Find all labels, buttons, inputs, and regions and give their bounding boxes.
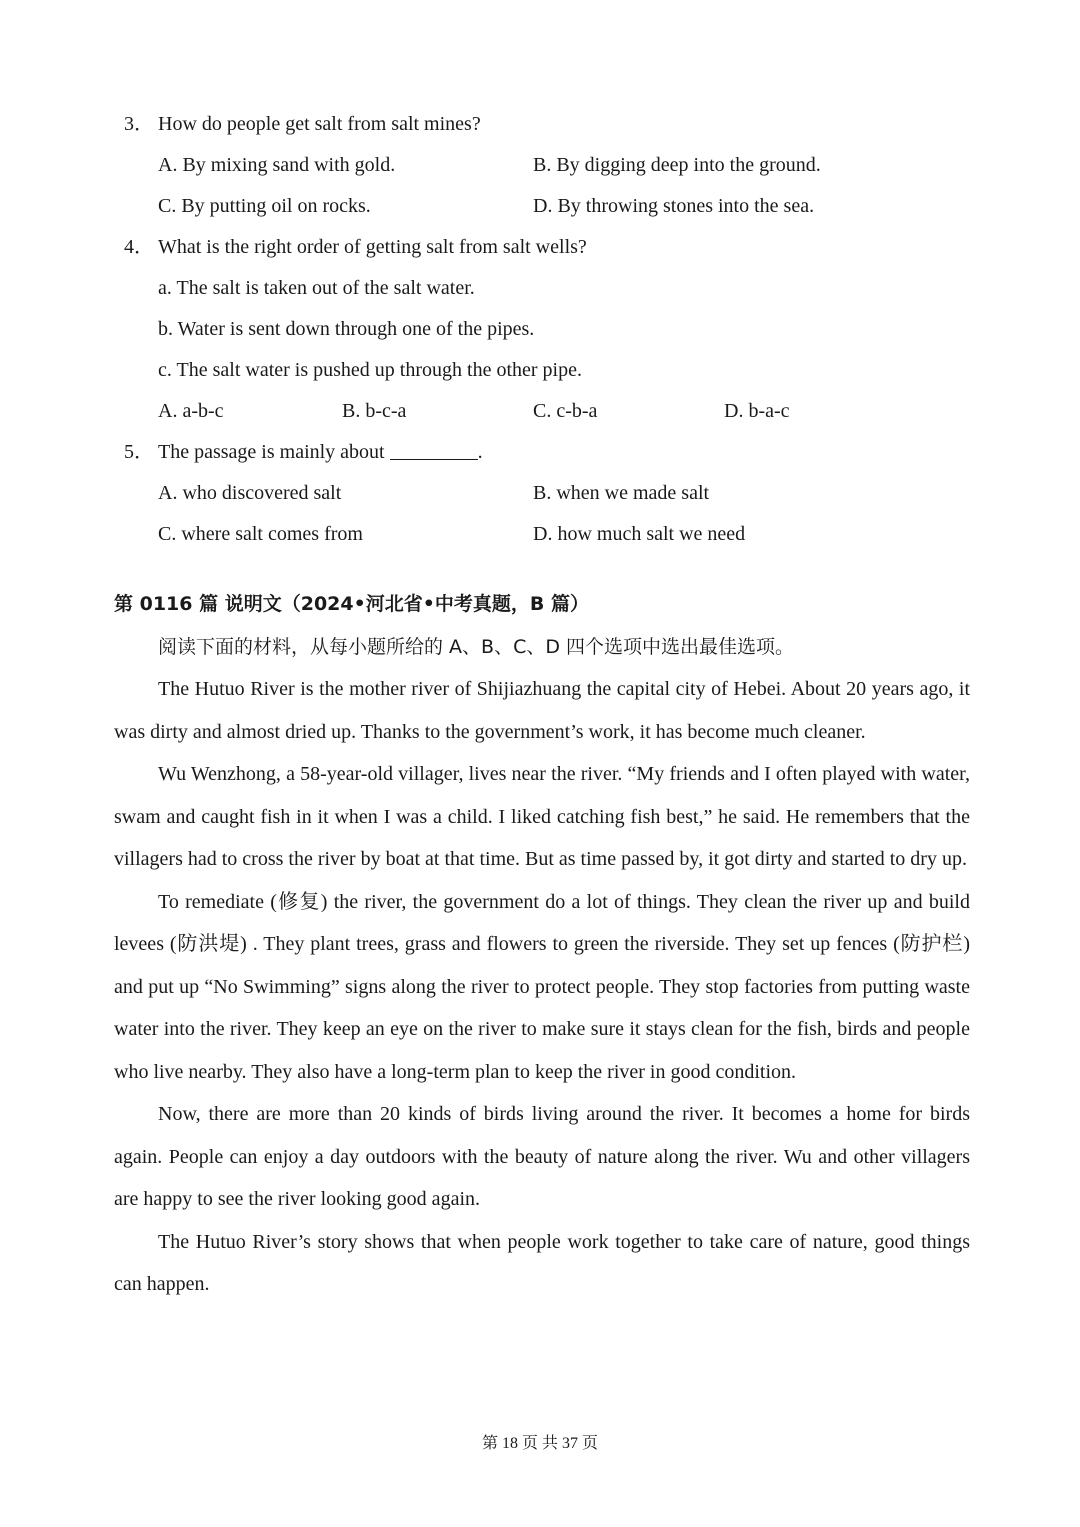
q4-step-a: a. The salt is taken out of the salt water. xyxy=(158,277,475,299)
q4-step-b: b. Water is sent down through one of the pipes. xyxy=(158,318,535,340)
question-text: How do people get salt from salt mines? xyxy=(158,113,481,135)
q4-option-d: D. b-a-c xyxy=(724,400,790,422)
q5-option-a: A. who discovered salt xyxy=(158,482,342,504)
section-instruction: 阅读下面的材料，从每小题所给的 A、B、C、D 四个选项中选出最佳选项。 xyxy=(158,636,795,658)
q3-option-c: C. By putting oil on rocks. xyxy=(158,195,371,217)
question-text: The passage is mainly about xyxy=(158,441,385,463)
q4-option-c: C. c-b-a xyxy=(533,400,598,422)
q3-option-b: B. By digging deep into the ground. xyxy=(533,154,821,176)
passage-paragraph: The Hutuo River’s story shows that when people work together to take care of nature, good things can happen. xyxy=(114,1230,970,1295)
page-footer: 第 18 页 共 37 页 xyxy=(481,1435,598,1452)
question-text: What is the right order of getting salt from salt wells? xyxy=(158,236,587,258)
question-text-end: . xyxy=(477,441,483,463)
passage-paragraph: The Hutuo River is the mother river of Shijiazhuang the capital city of Hebei. About 20 years ago, it was dirty and almost dried up. Thanks to the government’s work, it has become much cleaner. xyxy=(114,678,970,743)
section-heading: 第 0116 篇 说明文（2024•河北省•中考真题，B 篇） xyxy=(114,593,589,615)
passage-paragraph: Wu Wenzhong, a 58-year-old villager, lives near the river. “My friends and I often played with water, swam and caught fish in it when I was a child. I liked catching fish best,” he said. He remembers that the villagers had to cross the river by boat at that time. But as time passed by, it got dirty and started to dry up. xyxy=(114,763,970,870)
question-5 xyxy=(124,437,483,467)
question-number: 3． xyxy=(124,113,154,135)
question-4 xyxy=(124,232,587,262)
q5-option-b: B. when we made salt xyxy=(533,482,710,504)
question-number: 5． xyxy=(124,441,154,463)
q4-step-c: c. The salt water is pushed up through the other pipe. xyxy=(158,359,582,381)
q5-option-c: C. where salt comes from xyxy=(158,523,363,545)
reading-passage xyxy=(114,668,970,1306)
question-number: 4． xyxy=(124,236,154,258)
q4-option-a: A. a-b-c xyxy=(158,400,224,422)
passage-paragraph: Now, there are more than 20 kinds of birds living around the river. It becomes a home for birds again. People can enjoy a day outdoors with the beauty of nature along the river. Wu and other villagers are happy to see the river looking good again. xyxy=(114,1103,970,1210)
q4-option-b: B. b-c-a xyxy=(342,400,407,422)
q5-option-d: D. how much salt we need xyxy=(533,523,746,545)
question-3 xyxy=(124,109,481,139)
q3-option-a: A. By mixing sand with gold. xyxy=(158,154,396,176)
q3-option-d: D. By throwing stones into the sea. xyxy=(533,195,815,217)
passage-paragraph: To remediate (修复) the river, the government do a lot of things. They clean the river up and build levees (防洪堤) . They plant trees, grass and flowers to green the riverside. They set up fences (防护栏) and put up “No Swimming” signs along the river to protect people. They stop factories from putting waste water into the river. They keep an eye on the river to make sure it stays clean for the fish, birds and people who live nearby. They also have a long-term plan to keep the river in good condition. xyxy=(114,890,970,1083)
answer-blank xyxy=(390,439,478,460)
